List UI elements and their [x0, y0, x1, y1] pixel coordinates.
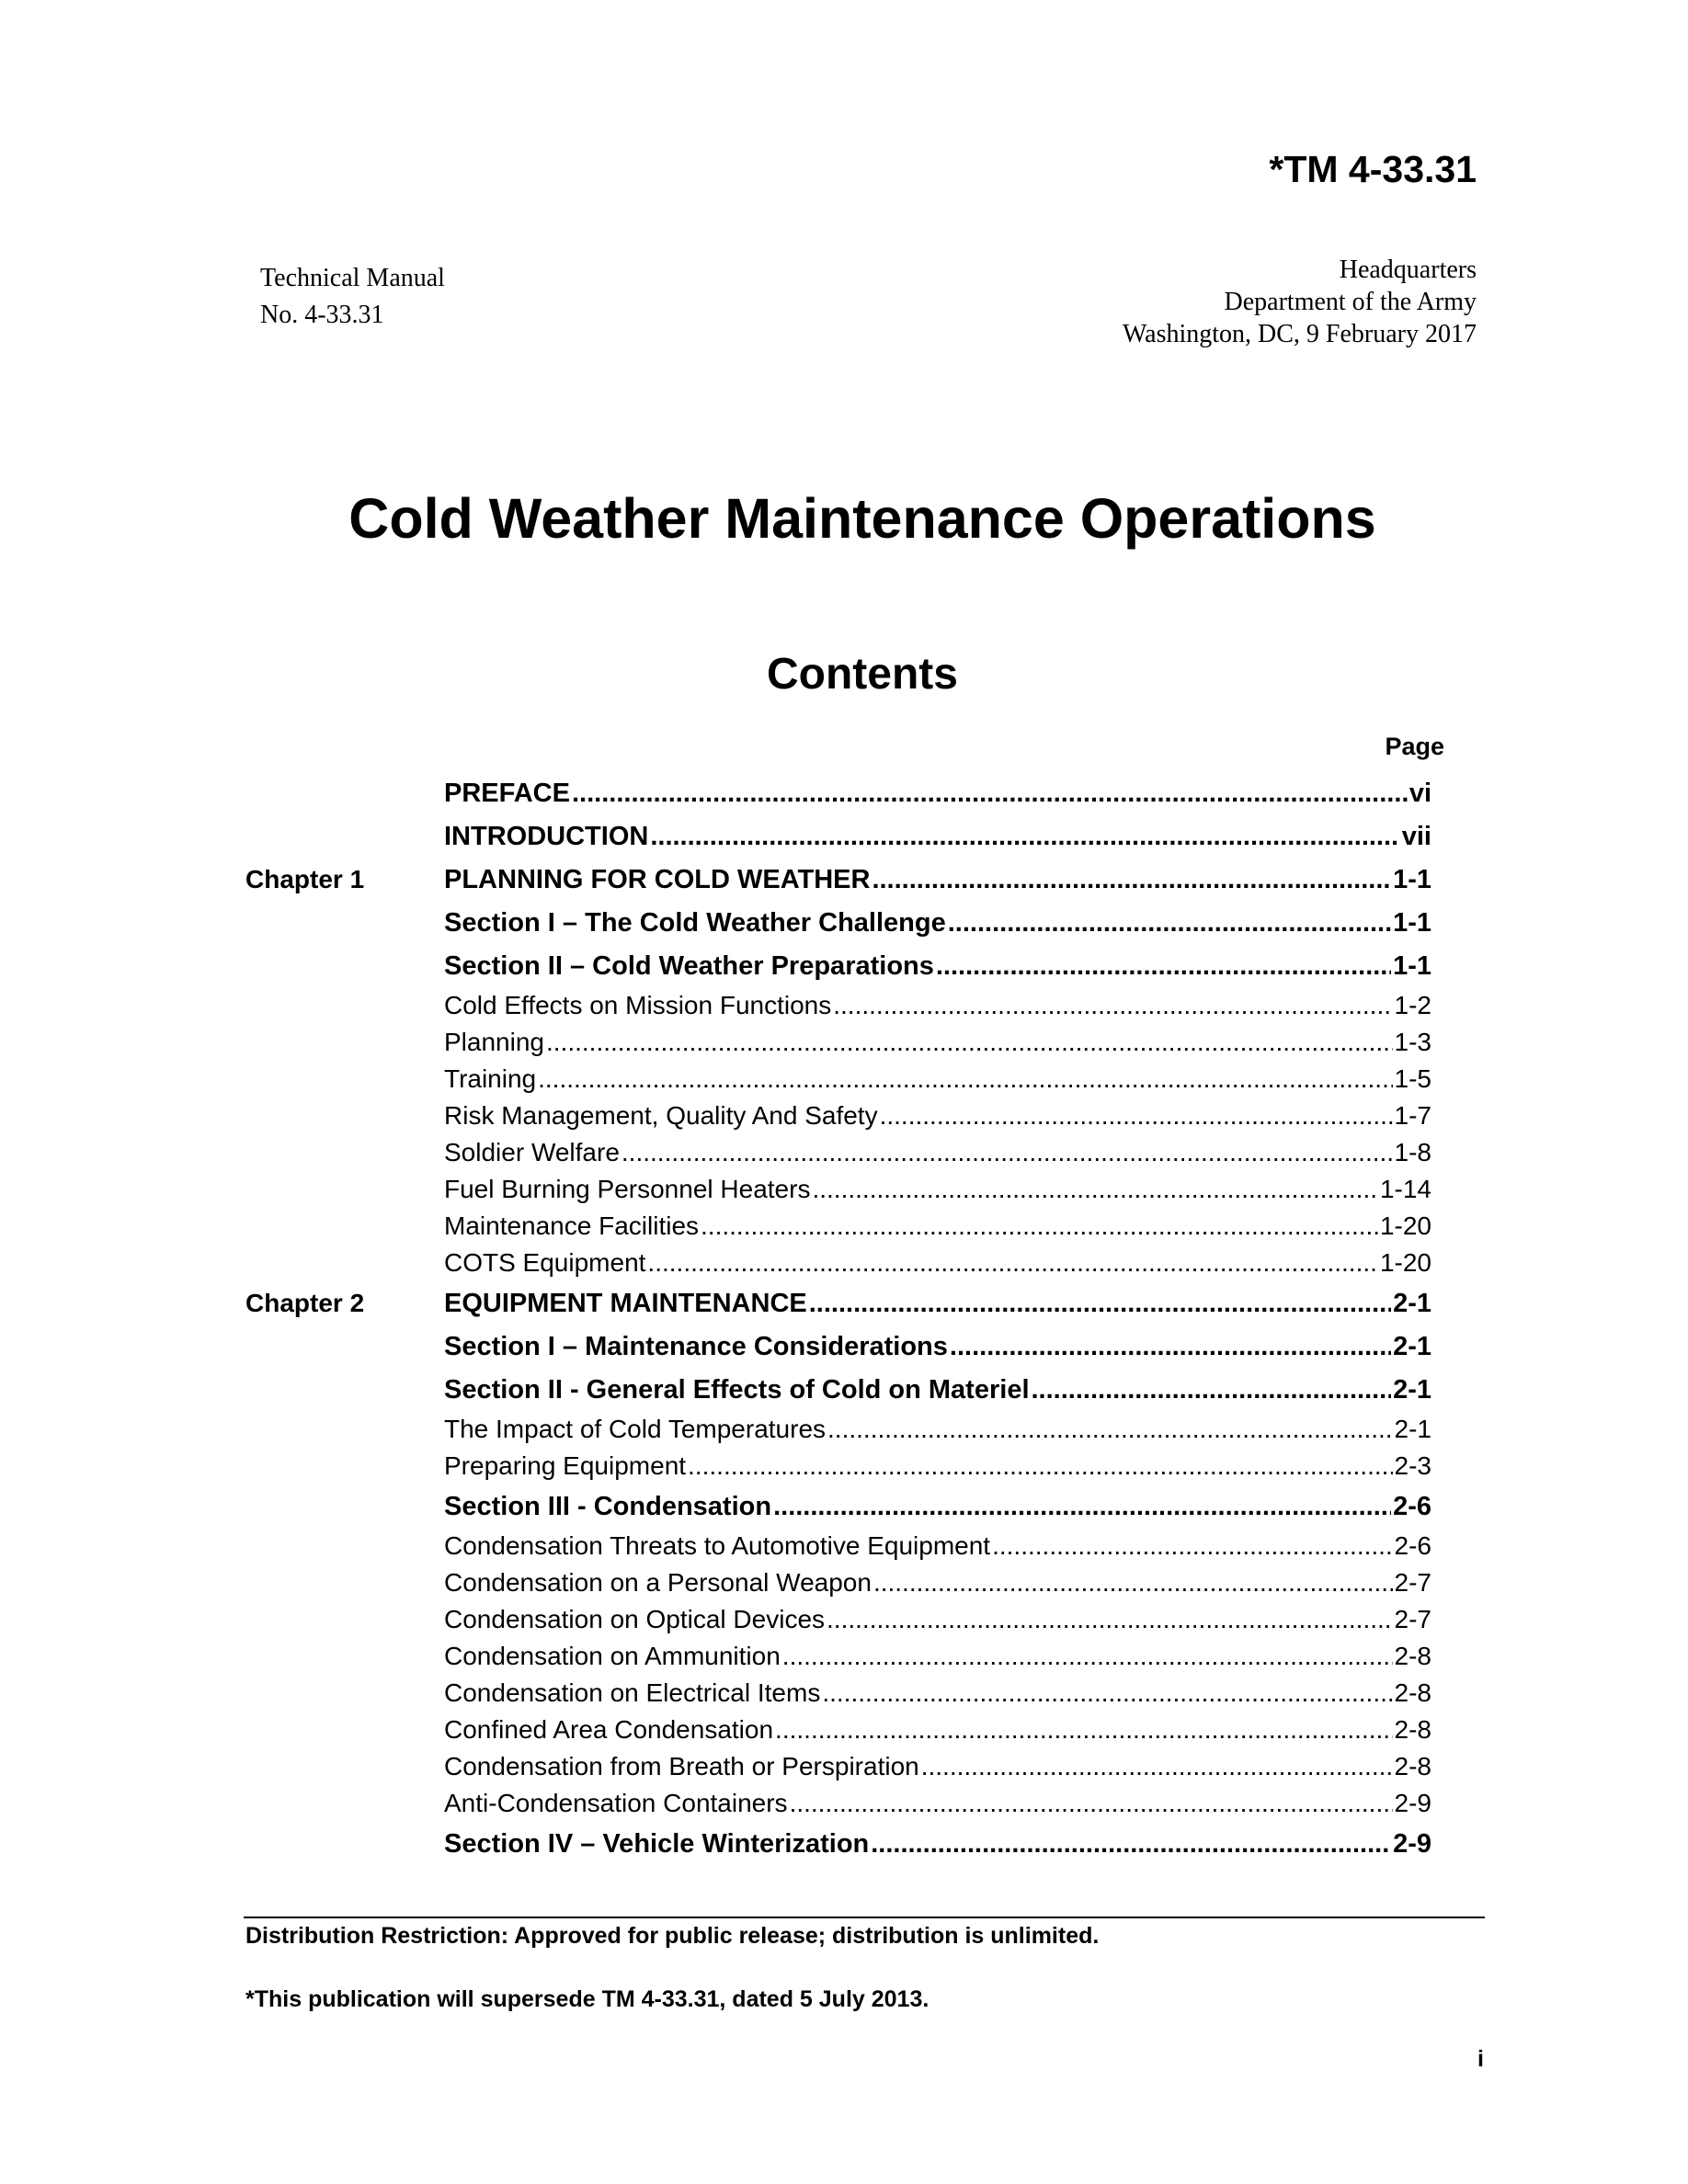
- toc-entry-page: vii: [1401, 822, 1431, 851]
- toc-entry-line: [444, 1567, 1431, 1598]
- toc-entry-line: [444, 1450, 1431, 1482]
- toc-dot-leader: [688, 1450, 1392, 1482]
- toc-entry-title: Condensation Threats to Automotive Equipment: [444, 1531, 991, 1560]
- toc-entry-line: [444, 1329, 1431, 1364]
- toc-dot-leader: [546, 1027, 1393, 1058]
- toc-entry-title: Section III - Condensation: [444, 1492, 772, 1521]
- toc-dot-leader: [1032, 1372, 1392, 1407]
- toc-entry[interactable]: [0, 1747, 1688, 1784]
- toc-entry-page: 2-1: [1393, 1289, 1431, 1318]
- table-of-contents: [0, 770, 1688, 1864]
- toc-dot-leader: [827, 1604, 1393, 1635]
- toc-dot-leader: [921, 1751, 1393, 1782]
- toc-dot-leader: [538, 1064, 1392, 1095]
- toc-entry[interactable]: [0, 1410, 1688, 1447]
- toc-entry[interactable]: [0, 1784, 1688, 1821]
- toc-entry-line: [444, 1604, 1431, 1635]
- toc-dot-leader: [880, 1100, 1393, 1132]
- toc-entry-title: Confined Area Condensation: [444, 1715, 774, 1744]
- toc-entry[interactable]: [0, 1207, 1688, 1244]
- headquarters-block: [1123, 254, 1477, 350]
- toc-entry-line: [444, 1174, 1431, 1205]
- toc-entry-line: [444, 990, 1431, 1021]
- toc-dot-leader: [701, 1211, 1378, 1242]
- toc-dot-leader: [809, 1286, 1391, 1321]
- toc-entry-line: [444, 1641, 1431, 1672]
- toc-entry[interactable]: [0, 1324, 1688, 1367]
- toc-entry-title: Preparing Equipment: [444, 1451, 687, 1480]
- toc-entry[interactable]: [0, 900, 1688, 943]
- toc-entry-page: 2-7: [1394, 1605, 1431, 1633]
- toc-entry-page: 1-7: [1394, 1101, 1431, 1130]
- toc-entry-page: 1-8: [1394, 1138, 1431, 1166]
- toc-entry-page: 1-5: [1394, 1064, 1431, 1093]
- toc-entry-title: Anti-Condensation Containers: [444, 1789, 788, 1817]
- toc-entry-line: [444, 1714, 1431, 1746]
- toc-entry[interactable]: [0, 1280, 1688, 1324]
- contents-heading: Contents: [767, 650, 958, 699]
- toc-entry-title: Condensation on a Personal Weapon: [444, 1568, 872, 1597]
- supersede-notice: *This publication will supersede TM 4-33.31, dated 5 July 2013.: [245, 1986, 930, 2012]
- toc-dot-leader: [872, 862, 1391, 897]
- toc-entry-line: [444, 1489, 1431, 1524]
- toc-dot-leader: [992, 1530, 1392, 1562]
- distribution-restriction: Distribution Restriction: Approved for public release; distribution is unlimited.: [245, 1923, 1100, 1949]
- toc-entry[interactable]: [0, 1484, 1688, 1527]
- toc-entry-page: 1-1: [1393, 865, 1431, 894]
- toc-entry[interactable]: [0, 986, 1688, 1023]
- toc-entry-line: [444, 819, 1431, 854]
- toc-entry-page: 2-6: [1393, 1492, 1431, 1521]
- manual-identification: [260, 260, 445, 334]
- toc-entry-line: [444, 1064, 1431, 1095]
- toc-entry-title: Section II – Cold Weather Preparations: [444, 951, 934, 981]
- toc-entry-line: [444, 1826, 1431, 1861]
- toc-entry-title: Fuel Burning Personnel Heaters: [444, 1175, 811, 1203]
- toc-entry-line: [444, 1372, 1431, 1407]
- toc-entry-page: 2-9: [1393, 1829, 1431, 1859]
- toc-entry-line: [444, 1414, 1431, 1445]
- toc-entry-title: Condensation on Optical Devices: [444, 1605, 826, 1633]
- toc-entry-line: [444, 1027, 1431, 1058]
- manual-type-label: Technical Manual: [260, 264, 445, 292]
- toc-entry[interactable]: [0, 1133, 1688, 1170]
- toc-entry-page: 2-8: [1394, 1752, 1431, 1780]
- toc-entry-title: Risk Management, Quality And Safety: [444, 1101, 878, 1130]
- toc-entry-title: PLANNING FOR COLD WEATHER: [444, 865, 871, 894]
- toc-entry-page: 2-9: [1394, 1789, 1431, 1817]
- toc-entry-title: COTS Equipment: [444, 1248, 646, 1277]
- document-number: *TM 4-33.31: [1269, 148, 1477, 190]
- toc-entry[interactable]: [0, 1600, 1688, 1637]
- toc-entry[interactable]: [0, 1060, 1688, 1097]
- toc-entry-title: Condensation from Breath or Perspiration: [444, 1752, 919, 1780]
- headquarters-label: Headquarters: [1339, 256, 1477, 284]
- toc-entry-title: Condensation on Ammunition: [444, 1642, 781, 1670]
- toc-entry-page: vi: [1409, 779, 1431, 808]
- toc-entry-title: The Impact of Cold Temperatures: [444, 1415, 827, 1443]
- toc-entry-line: [444, 1788, 1431, 1819]
- toc-entry[interactable]: [0, 1367, 1688, 1410]
- toc-dot-leader: [650, 819, 1399, 854]
- toc-entry-line: [444, 1678, 1431, 1709]
- toc-entry[interactable]: [0, 1097, 1688, 1133]
- toc-entry-page: 2-8: [1394, 1642, 1431, 1670]
- toc-dot-leader: [622, 1137, 1393, 1168]
- toc-entry-page: 1-1: [1393, 908, 1431, 938]
- toc-entry[interactable]: [0, 813, 1688, 857]
- toc-entry-page: 1-14: [1379, 1175, 1431, 1203]
- toc-entry[interactable]: [0, 770, 1688, 813]
- toc-entry[interactable]: [0, 1674, 1688, 1711]
- page-number: i: [1477, 2046, 1484, 2072]
- toc-dot-leader: [871, 1826, 1391, 1861]
- toc-dot-leader: [782, 1641, 1393, 1672]
- toc-entry[interactable]: [0, 1023, 1688, 1060]
- toc-entry-title: Planning: [444, 1028, 544, 1056]
- document-title: Cold Weather Maintenance Operations: [348, 487, 1376, 550]
- department-label: Department of the Army: [1224, 288, 1477, 316]
- toc-entry-page: 1-3: [1394, 1028, 1431, 1056]
- toc-dot-leader: [822, 1678, 1392, 1709]
- toc-entry[interactable]: [0, 1244, 1688, 1280]
- toc-entry-page: 1-2: [1394, 991, 1431, 1019]
- toc-dot-leader: [773, 1489, 1391, 1524]
- toc-entry-line: [444, 1530, 1431, 1562]
- toc-entry-line: [444, 776, 1431, 811]
- toc-dot-leader: [572, 776, 1408, 811]
- toc-entry-title: Cold Effects on Mission Functions: [444, 991, 832, 1019]
- toc-entry-page: 2-1: [1394, 1415, 1431, 1443]
- toc-entry-page: 2-3: [1394, 1451, 1431, 1480]
- toc-entry-line: [444, 949, 1431, 984]
- toc-entry-page: 2-7: [1394, 1568, 1431, 1597]
- toc-entry-line: [444, 1137, 1431, 1168]
- toc-entry-line: [444, 862, 1431, 897]
- toc-chapter-label: Chapter 1: [245, 865, 365, 893]
- toc-entry-title: Section IV – Vehicle Winterization: [444, 1829, 870, 1859]
- toc-entry-line: [444, 1211, 1431, 1242]
- toc-chapter-label: Chapter 2: [245, 1289, 365, 1317]
- footer-divider: [244, 1917, 1485, 1918]
- toc-entry-page: 2-8: [1394, 1678, 1431, 1707]
- toc-entry-title: PREFACE: [444, 779, 570, 808]
- location-date-label: Washington, DC, 9 February 2017: [1122, 320, 1477, 348]
- toc-entry-title: Maintenance Facilities: [444, 1211, 700, 1240]
- toc-entry-line: [444, 1751, 1431, 1782]
- toc-entry-title: Condensation on Electrical Items: [444, 1678, 821, 1707]
- toc-dot-leader: [936, 949, 1391, 984]
- toc-entry[interactable]: [0, 1711, 1688, 1747]
- toc-entry[interactable]: [0, 1447, 1688, 1484]
- toc-dot-leader: [948, 905, 1391, 940]
- toc-entry[interactable]: [0, 857, 1688, 900]
- toc-entry-title: Training: [444, 1064, 537, 1093]
- toc-entry[interactable]: [0, 943, 1688, 986]
- toc-dot-leader: [775, 1714, 1392, 1746]
- toc-dot-leader: [950, 1329, 1391, 1364]
- toc-dot-leader: [827, 1414, 1393, 1445]
- page-column-label: Page: [1385, 733, 1444, 760]
- toc-dot-leader: [647, 1247, 1378, 1279]
- toc-entry[interactable]: [0, 1637, 1688, 1674]
- toc-entry[interactable]: [0, 1527, 1688, 1564]
- toc-entry-page: 1-20: [1379, 1248, 1431, 1277]
- toc-entry-page: 1-1: [1393, 951, 1431, 981]
- toc-entry-title: Soldier Welfare: [444, 1138, 620, 1166]
- toc-entry-page: 2-1: [1393, 1375, 1431, 1405]
- toc-entry-line: [444, 1100, 1431, 1132]
- toc-entry-page: 2-8: [1394, 1715, 1431, 1744]
- toc-entry-title: Section II - General Effects of Cold on Materiel: [444, 1375, 1030, 1405]
- toc-entry-line: [444, 905, 1431, 940]
- toc-dot-leader: [812, 1174, 1378, 1205]
- toc-entry[interactable]: [0, 1821, 1688, 1864]
- toc-entry-title: Section I – The Cold Weather Challenge: [444, 908, 946, 938]
- toc-entry-page: 2-1: [1393, 1332, 1431, 1361]
- toc-entry-page: 2-6: [1394, 1531, 1431, 1560]
- toc-entry[interactable]: [0, 1564, 1688, 1600]
- toc-dot-leader: [873, 1567, 1393, 1598]
- toc-entry-title: Section I – Maintenance Considerations: [444, 1332, 948, 1361]
- toc-entry-title: INTRODUCTION: [444, 822, 649, 851]
- toc-entry-title: EQUIPMENT MAINTENANCE: [444, 1289, 807, 1318]
- toc-dot-leader: [790, 1788, 1393, 1819]
- toc-entry-line: [444, 1247, 1431, 1279]
- toc-dot-leader: [833, 990, 1392, 1021]
- toc-entry-line: [444, 1286, 1431, 1321]
- manual-number-label: No. 4-33.31: [260, 301, 384, 329]
- toc-entry-page: 1-20: [1379, 1211, 1431, 1240]
- toc-entry[interactable]: [0, 1170, 1688, 1207]
